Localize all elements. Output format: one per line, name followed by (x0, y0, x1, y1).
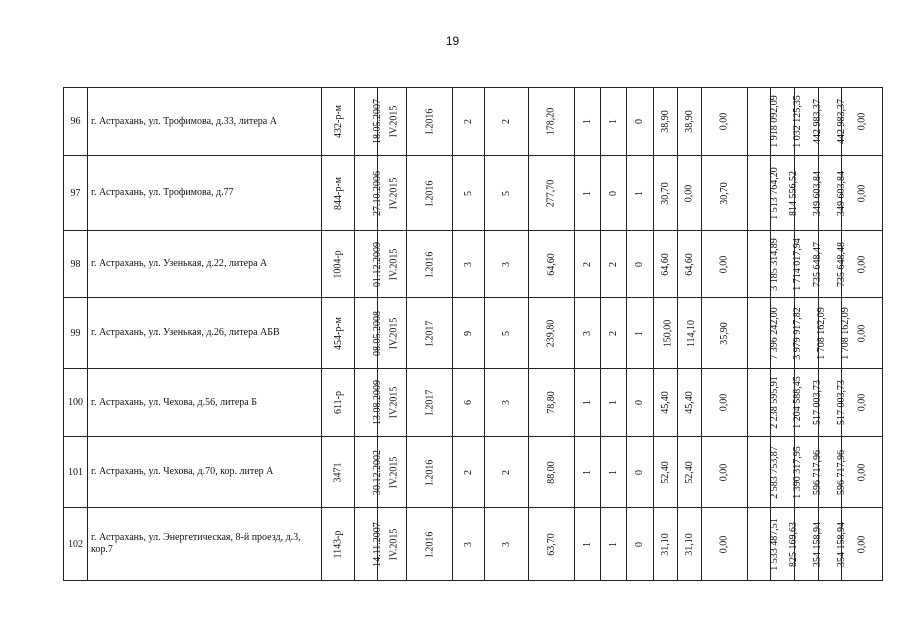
amount-text: 1 032 125,35 (791, 95, 803, 148)
area-text: 31,10 (659, 532, 671, 556)
amount-cell (841, 231, 882, 298)
count-text: 0 (607, 190, 619, 196)
address-cell: г. Астрахань, ул. Чехова, д.70, кор. литер А (88, 437, 322, 508)
area-cell (528, 298, 574, 369)
count-cell (574, 298, 600, 369)
amount-text: 1 513 764,20 (768, 166, 780, 220)
area-text: 45,40 (683, 391, 695, 414)
period-end-cell (407, 231, 453, 298)
row-number: 101 (64, 437, 88, 508)
document-number-text: 1143-р (332, 530, 344, 558)
document-number-cell (322, 508, 355, 581)
count-cell (485, 298, 528, 369)
area-text: 35,90 (718, 321, 730, 345)
period-end-cell (407, 369, 453, 437)
area-cell (653, 156, 677, 231)
period-start-text: IV.2015 (388, 386, 400, 419)
area-cell (528, 231, 574, 298)
count-cell (626, 88, 653, 156)
count-cell (574, 508, 600, 581)
document-number-text: 611-р (332, 391, 344, 414)
count-cell (626, 437, 653, 508)
document-number-cell (322, 88, 355, 156)
table-body (64, 88, 883, 581)
document-date-text: 01.12.2009 (372, 241, 384, 287)
count-cell (485, 508, 528, 581)
count-cell (600, 369, 626, 437)
count-cell (626, 231, 653, 298)
area-text: 64,60 (659, 252, 671, 276)
amount-text: 1 708 162,09 (839, 306, 851, 360)
count-cell (574, 156, 600, 231)
document-number-text: 844-р-м (333, 176, 345, 210)
amount-text: 3 185 314,89 (768, 237, 780, 291)
count-text: 1 (581, 541, 593, 547)
amount-cell (747, 231, 780, 298)
period-start-text: IV.2015 (388, 105, 400, 138)
count-text: 5 (463, 190, 475, 196)
count-text: 1 (581, 190, 593, 196)
document-date-cell (355, 508, 384, 581)
amount-text: 442 983,37 (835, 99, 847, 144)
area-cell (528, 508, 574, 581)
address-cell: г. Астрахань, ул. Чехова, д.56, литера Б (88, 369, 322, 437)
amount-text: 354 158,94 (811, 521, 823, 567)
period-end-text: I.2016 (424, 459, 436, 485)
address-cell: г. Астрахань, ул. Узенькая, д.22, литера А (88, 231, 322, 298)
count-text: 2 (463, 469, 475, 475)
amount-text: 735 648,48 (835, 241, 847, 287)
count-cell (453, 231, 485, 298)
amount-text: 0,00 (856, 184, 868, 202)
count-cell (600, 156, 626, 231)
amount-text: 1 708 162,09 (815, 306, 827, 360)
document-date-cell (355, 298, 384, 369)
area-text: 31,10 (683, 532, 695, 556)
amount-text: 825 169,63 (787, 521, 799, 567)
count-text: 2 (463, 119, 475, 124)
amount-text: 517 003,73 (811, 380, 823, 425)
count-cell (600, 437, 626, 508)
count-cell (574, 231, 600, 298)
amount-text: 814 556,52 (787, 170, 799, 216)
period-start-text: IV.2015 (388, 317, 400, 349)
area-text: 64,60 (683, 252, 695, 276)
amount-text: 596 717,96 (835, 449, 847, 495)
area-cell (653, 437, 677, 508)
amount-cell (747, 156, 780, 231)
document-number-cell (322, 298, 355, 369)
address-cell: г. Астрахань, ул. Энергетическая, 8-й проезд, д.3, кор.7 (88, 508, 322, 581)
amount-text: 735 648,47 (811, 241, 823, 287)
area-text: 277,70 (545, 179, 557, 207)
area-cell (701, 298, 747, 369)
area-text: 0,00 (718, 463, 730, 481)
count-cell (485, 437, 528, 508)
amount-text: 0,00 (856, 393, 868, 412)
count-cell (485, 369, 528, 437)
count-cell (600, 298, 626, 369)
amount-text: 354 158,94 (835, 521, 847, 567)
area-text: 52,40 (683, 460, 695, 484)
area-cell (701, 231, 747, 298)
amount-text: 3 979 917,82 (791, 306, 803, 360)
count-text: 3 (463, 541, 475, 547)
amount-text: 0,00 (856, 463, 868, 481)
count-cell (453, 88, 485, 156)
count-text: 1 (634, 190, 646, 196)
document-number-text: 454-р-м (333, 316, 345, 350)
table-row (64, 508, 883, 581)
address-cell: г. Астрахань, ул. Трофимова, д.33, литера А (88, 88, 322, 156)
count-text: 2 (581, 261, 593, 267)
amount-cell (841, 508, 882, 581)
area-cell (677, 156, 701, 231)
document-number-text: 1004-р (332, 249, 344, 279)
count-text: 2 (500, 119, 512, 124)
area-cell (653, 231, 677, 298)
count-text: 3 (581, 330, 593, 336)
document-number-text: 3471 (332, 462, 344, 482)
period-end-cell (407, 298, 453, 369)
document-date-cell (355, 231, 384, 298)
amount-text: 2 583 753,87 (768, 445, 780, 499)
area-text: 38,90 (659, 110, 671, 133)
count-cell (453, 369, 485, 437)
document-date-cell (355, 437, 384, 508)
count-text: 0 (634, 119, 646, 124)
count-cell (453, 156, 485, 231)
period-start-text: IV.2015 (388, 248, 400, 280)
table-row (64, 369, 883, 437)
count-text: 5 (500, 330, 512, 336)
document-number-cell (322, 231, 355, 298)
count-cell (453, 508, 485, 581)
area-cell (677, 298, 701, 369)
amount-text: 349 603,84 (811, 170, 823, 216)
area-cell (701, 156, 747, 231)
area-text: 0,00 (718, 393, 730, 412)
amount-text: 1 204 588,45 (791, 376, 803, 429)
area-cell (677, 231, 701, 298)
area-text: 0,00 (718, 535, 730, 553)
count-text: 1 (607, 119, 619, 124)
amount-text: 0,00 (856, 112, 868, 131)
amount-text: 1 533 487,51 (768, 517, 780, 571)
count-text: 3 (500, 261, 512, 267)
period-end-cell (407, 437, 453, 508)
area-text: 178,20 (545, 107, 557, 136)
row-number: 100 (64, 369, 88, 437)
area-cell (528, 437, 574, 508)
table-row (64, 156, 883, 231)
document-number-text: 432-р-м (333, 105, 345, 138)
count-cell (626, 156, 653, 231)
area-text: 0,00 (683, 184, 695, 202)
count-cell (574, 437, 600, 508)
period-end-cell (407, 88, 453, 156)
document-number-cell (322, 369, 355, 437)
count-cell (626, 508, 653, 581)
count-cell (626, 298, 653, 369)
count-text: 2 (607, 330, 619, 336)
row-number: 97 (64, 156, 88, 231)
count-cell (600, 231, 626, 298)
count-cell (485, 156, 528, 231)
area-cell (677, 508, 701, 581)
document-number-cell (322, 156, 355, 231)
area-text: 64,60 (545, 252, 557, 276)
count-text: 1 (581, 400, 593, 405)
count-cell (574, 88, 600, 156)
amount-cell (747, 437, 780, 508)
amount-text: 349 603,84 (835, 170, 847, 216)
amount-text: 2 238 595,91 (768, 376, 780, 429)
count-cell (485, 231, 528, 298)
area-text: 0,00 (718, 112, 730, 131)
amount-cell (747, 508, 780, 581)
area-text: 30,70 (659, 181, 671, 205)
area-cell (653, 369, 677, 437)
count-cell (626, 369, 653, 437)
area-cell (701, 508, 747, 581)
amount-cell (747, 88, 780, 156)
amount-text: 1 918 092,09 (768, 95, 780, 148)
document-date-text: 13.08.2009 (372, 380, 384, 425)
address-cell: г. Астрахань, ул. Узенькая, д.26, литера АБВ (88, 298, 322, 369)
area-cell (528, 369, 574, 437)
count-cell (453, 298, 485, 369)
row-number: 102 (64, 508, 88, 581)
area-cell (701, 369, 747, 437)
area-cell (653, 298, 677, 369)
document-date-cell (355, 88, 384, 156)
table-row (64, 437, 883, 508)
count-text: 3 (463, 261, 475, 267)
area-text: 78,80 (545, 391, 557, 414)
area-text: 88,00 (545, 460, 557, 484)
document-date-cell (355, 156, 384, 231)
count-text: 1 (581, 119, 593, 124)
area-cell (677, 88, 701, 156)
address-cell: г. Астрахань, ул. Трофимова, д.77 (88, 156, 322, 231)
area-text: 63,70 (545, 532, 557, 556)
period-end-text: I.2016 (424, 180, 436, 206)
period-end-cell (407, 156, 453, 231)
row-number: 98 (64, 231, 88, 298)
count-text: 1 (607, 541, 619, 547)
amount-text: 1 714 017,94 (791, 237, 803, 291)
period-end-text: I.2016 (424, 531, 436, 557)
area-text: 45,40 (659, 391, 671, 414)
document-date-text: 08.05.2008 (372, 310, 384, 356)
document-date-text: 14.11.2007 (372, 521, 384, 567)
count-cell (600, 88, 626, 156)
row-number: 99 (64, 298, 88, 369)
count-text: 0 (634, 541, 646, 547)
page-number: 19 (445, 34, 460, 48)
area-text: 52,40 (659, 460, 671, 484)
area-cell (701, 88, 747, 156)
amount-text: 1 390 317,95 (791, 445, 803, 499)
area-text: 0,00 (718, 255, 730, 273)
amount-cell (841, 156, 882, 231)
table-row (64, 298, 883, 369)
amount-cell (841, 88, 882, 156)
count-text: 1 (581, 469, 593, 475)
period-end-text: I.2017 (424, 389, 436, 416)
period-end-text: I.2016 (424, 108, 436, 135)
amount-cell (841, 369, 882, 437)
period-end-cell (407, 508, 453, 581)
period-start-text: IV.2015 (388, 177, 400, 209)
amount-text: 0,00 (856, 324, 868, 342)
count-text: 3 (500, 541, 512, 547)
count-cell (574, 369, 600, 437)
count-cell (485, 88, 528, 156)
area-text: 38,90 (683, 110, 695, 133)
count-text: 5 (500, 190, 512, 196)
amount-cell (747, 298, 780, 369)
count-text: 2 (607, 261, 619, 267)
count-text: 1 (634, 330, 646, 336)
count-text: 3 (500, 400, 512, 405)
amount-text: 596 717,96 (811, 449, 823, 495)
area-cell (677, 437, 701, 508)
amount-cell (747, 369, 780, 437)
count-text: 1 (607, 469, 619, 475)
area-cell (653, 88, 677, 156)
period-end-text: I.2016 (424, 251, 436, 277)
area-text: 239,80 (545, 319, 557, 347)
document-date-text: 30.12.2002 (372, 449, 384, 495)
area-cell (528, 156, 574, 231)
count-text: 1 (607, 400, 619, 405)
row-number: 96 (64, 88, 88, 156)
amount-text: 517 003,73 (835, 380, 847, 425)
area-text: 114,10 (685, 319, 697, 347)
period-start-text: IV.2015 (388, 528, 400, 560)
amount-cell (841, 437, 882, 508)
period-start-text: IV.2015 (388, 456, 400, 488)
area-cell (701, 437, 747, 508)
count-text: 0 (634, 400, 646, 405)
document-date-text: 18.05.2007 (372, 99, 384, 144)
amount-text: 0,00 (856, 255, 868, 273)
table-row (64, 231, 883, 298)
area-cell (528, 88, 574, 156)
amount-text: 7 396 242,00 (768, 306, 780, 360)
count-text: 0 (634, 261, 646, 267)
document-date-text: 27.10.2006 (372, 170, 384, 216)
document-number-cell (322, 437, 355, 508)
area-text: 30,70 (718, 181, 730, 205)
count-text: 6 (463, 400, 475, 405)
count-text: 9 (463, 330, 475, 336)
period-end-text: I.2017 (424, 320, 436, 346)
document-date-cell (355, 369, 384, 437)
area-text: 150,00 (661, 319, 673, 347)
count-cell (600, 508, 626, 581)
area-cell (677, 369, 701, 437)
table-row (64, 88, 883, 156)
count-text: 2 (500, 469, 512, 475)
amount-text: 0,00 (856, 535, 868, 553)
amount-text: 442 983,37 (811, 99, 823, 144)
resettlement-table (63, 87, 883, 581)
area-cell (653, 508, 677, 581)
count-cell (453, 437, 485, 508)
count-text: 0 (634, 469, 646, 475)
